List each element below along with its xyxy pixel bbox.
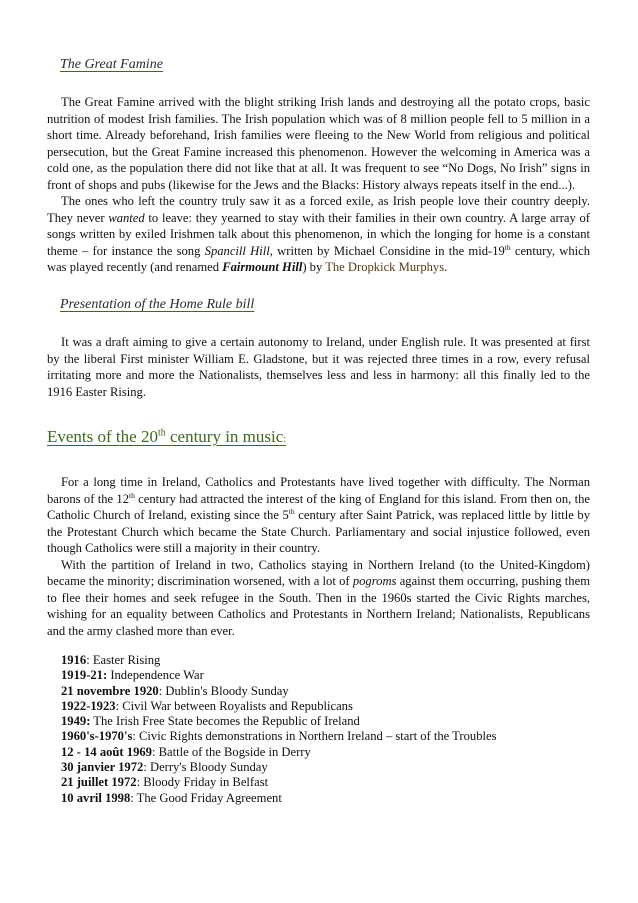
timeline-item: 21 juillet 1972: Bloody Friday in Belfast — [61, 775, 269, 790]
timeline-list — [61, 653, 497, 806]
section-title-events: Events of the 20th century in music: — [47, 427, 287, 446]
home-rule-text — [47, 334, 590, 400]
famine-text — [47, 94, 590, 276]
events-paragraph-2: With the partition of Ireland in two, Catholics staying in Northern Ireland (to the United-Kingdom) became the minority; discrimination worsened, with a lot of pogroms against them occurring, pushing them to flee their homes and seek refugee in the South. Then in the 1960s started the Civic Rights marches, wishing for an equality between Catholics and Protestants in Northern Ireland; Nationalists, Republicans and the army clashed more than ever. — [47, 557, 590, 638]
famine-paragraph-1: The Great Famine arrived with the blight striking Irish lands and destroying all the potato crops, basic nutrition of modest Irish families. The Irish population which was of 8 million people fell to 5 million in a short time. Already beforehand, Irish families were fleeing to the New World from religious and political persecution, but the Great Famine increased this phenomenon. However the welcoming in America was a cold one, as the population there did not like that at all. It was frequent to see “No Dogs, No Irish” signs in front of shops and pubs (likewise for the Jews and the Blacks: History always repeats itself in the end...). — [47, 95, 590, 192]
timeline-item: 1916: Easter Rising — [61, 653, 161, 667]
timeline-item: 21 novembre 1920: Dublin's Bloody Sunday — [61, 683, 289, 698]
timeline-item: 1922-1923: Civil War between Royalists and Republicans — [61, 698, 353, 713]
timeline-item: 12 - 14 août 1969: Battle of the Bogside in Derry — [61, 744, 311, 759]
timeline-item: 1949: The Irish Free State becomes the Republic of Ireland — [61, 714, 360, 729]
timeline-item: 10 avril 1998: The Good Friday Agreement — [61, 790, 282, 805]
section-title-home-rule: Presentation of the Home Rule bill — [60, 297, 255, 312]
section-title-great-famine: The Great Famine — [60, 57, 163, 72]
timeline-item: 1960's-1970's: Civic Rights demonstrations in Northern Ireland – start of the Troubles — [61, 729, 497, 744]
events-paragraph-1: For a long time in Ireland, Catholics and Protestants have lived together with difficulty. The Norman barons of the 12th century had attracted the interest of the king of England for this island. From then on, the Catholic Church of Ireland, existing since the 5th century after Saint Patrick, was replaced little by little by the Protestant Church which became the State Church. Parliamentary and social injustice followed, even though Catholics were still a majority in their country. — [47, 475, 590, 555]
timeline-item: 1919-21: Independence War — [61, 668, 204, 683]
home-rule-paragraph: It was a draft aiming to give a certain autonomy to Ireland, under English rule. It was presented at first by the liberal First minister William E. Gladstone, but it was rejected three times in a row, every refusal irritating more and more the Nationalists, themselves less and less in harmony: all this finally led to the 1916 Easter Rising. — [47, 335, 590, 399]
band-link[interactable]: The Dropkick Murphys — [325, 260, 445, 274]
famine-paragraph-2: The ones who left the country truly saw it as a forced exile, as Irish people love their country deeply. They never wanted to leave: they yearned to stay with their families in their own country. A large array of songs written by exiled Irishmen talk about this phenomenon, in which the longing for home is a constant theme – for instance the song Spancill Hill, written by Michael Considine in the mid-19th century, which was played recently (and renamed Fairmount Hill) by The Dropkick Murphys. — [47, 194, 591, 274]
timeline-item: 30 janvier 1972: Derry's Bloody Sunday — [61, 760, 268, 775]
events-text — [47, 474, 590, 639]
